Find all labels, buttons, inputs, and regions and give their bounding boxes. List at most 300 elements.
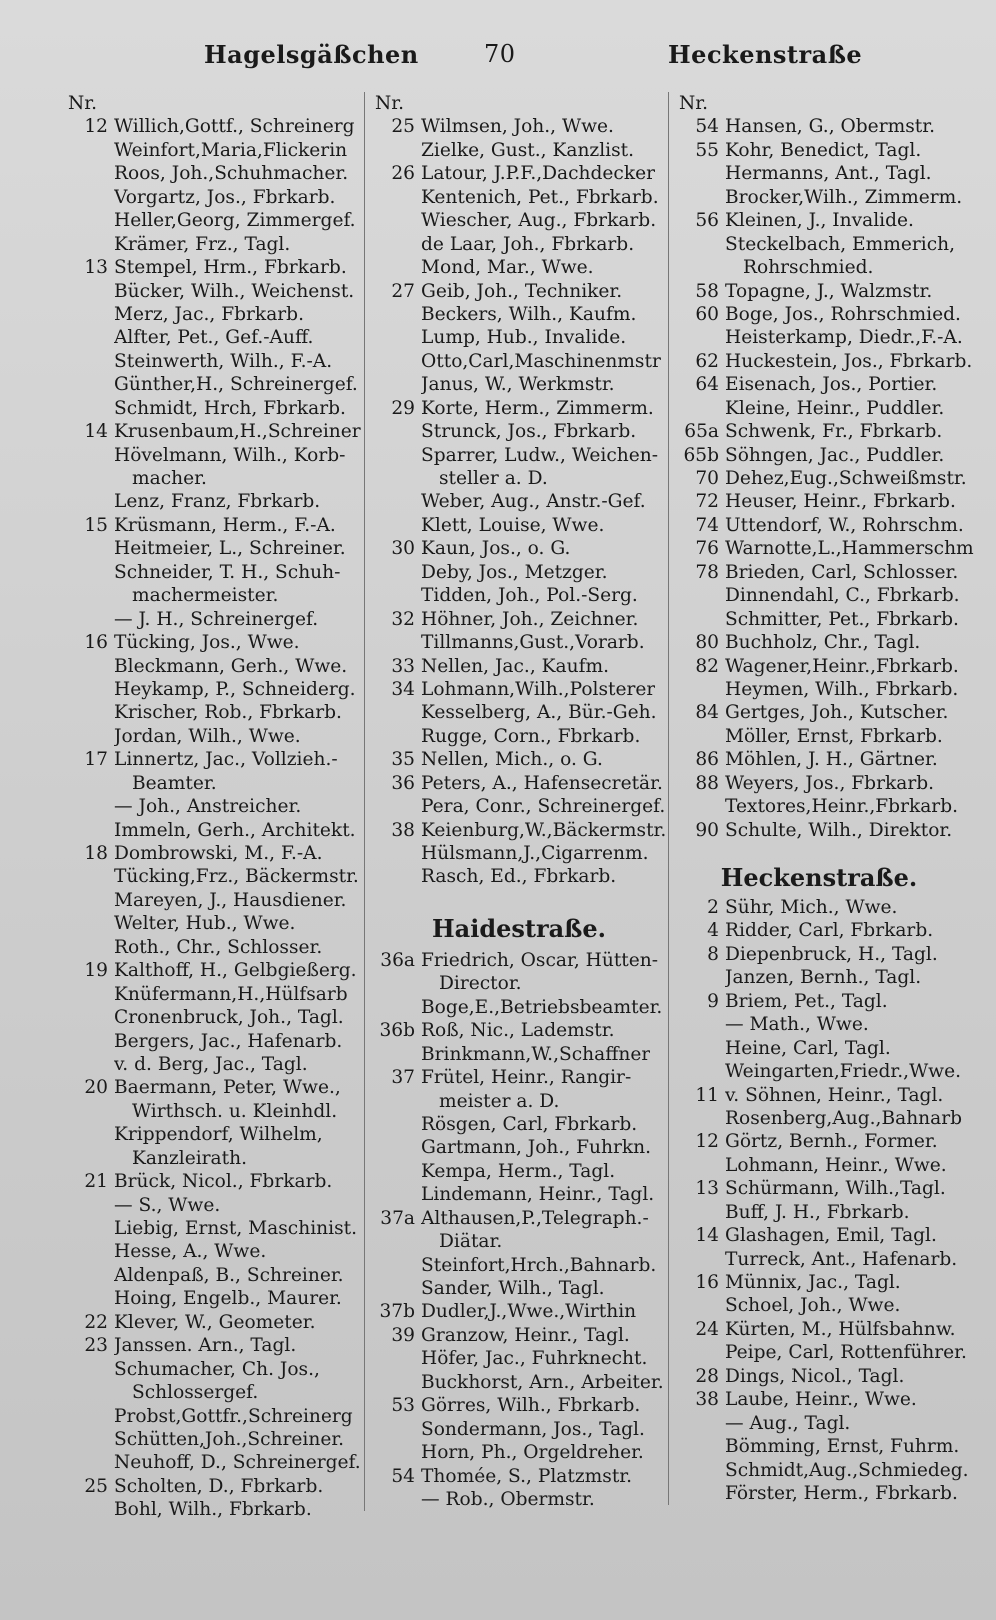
- directory-entry: [673, 420, 965, 443]
- directory-entry: [369, 631, 669, 654]
- resident-text: Krüsmann, Herm., F.-A.: [114, 514, 336, 536]
- house-number: [369, 1371, 421, 1394]
- house-number: 37: [391, 1067, 415, 1089]
- directory-entry: [369, 233, 669, 256]
- resident-text: v. Söhnen, Heinr., Tagl.: [725, 1084, 944, 1106]
- resident-text: Brocker,Wilh., Zimmerm.: [725, 186, 963, 208]
- resident-text: Weingarten,Friedr.,Wwe.: [725, 1061, 962, 1083]
- directory-entry: [673, 1013, 965, 1036]
- resident-text: Krippendorf, Wilhelm,: [114, 1124, 323, 1146]
- resident-text: Sparrer, Ludw., Weichen-: [421, 444, 659, 466]
- resident-text: Höfer, Jac., Fuhrknecht.: [421, 1348, 648, 1370]
- house-number: [673, 1037, 725, 1060]
- house-number: [673, 1013, 725, 1036]
- resident-text: Textores,Heinr.,Fbrkarb.: [725, 796, 959, 818]
- resident-text: Heykamp, P., Schneiderg.: [114, 678, 356, 700]
- resident-text: Diätar.: [439, 1231, 503, 1253]
- directory-entry: [369, 1254, 669, 1277]
- directory-entry: [673, 514, 965, 537]
- house-number: 14: [695, 1225, 719, 1247]
- resident-text: Horn, Ph., Orgeldreher.: [421, 1442, 644, 1464]
- resident-text: Janus, W., Werkmstr.: [421, 374, 615, 396]
- directory-entry: [62, 608, 354, 631]
- directory-entry: [62, 983, 354, 1006]
- house-number: 26: [391, 163, 415, 185]
- resident-text: Krischer, Rob., Fbrkarb.: [114, 702, 342, 724]
- house-number: 88: [695, 772, 719, 794]
- house-number: [369, 795, 421, 818]
- house-number: [62, 725, 114, 748]
- resident-text: Keienburg,W.,Bäckermstr.: [421, 819, 667, 841]
- house-number: [673, 966, 725, 989]
- directory-entry: [369, 1207, 669, 1230]
- house-number: [369, 256, 421, 279]
- directory-entry: [369, 561, 669, 584]
- resident-text: Gartmann, Joh., Fuhrkn.: [421, 1137, 652, 1159]
- resident-text: Nellen, Mich., o. G.: [421, 749, 603, 771]
- house-number: 25: [84, 1475, 108, 1497]
- house-number: [62, 701, 114, 724]
- resident-text: Hansen, G., Obermstr.: [725, 116, 935, 138]
- directory-entry: [62, 326, 354, 349]
- resident-text: Huckestein, Jos., Fbrkarb.: [725, 350, 973, 372]
- directory-entry: [62, 1076, 354, 1099]
- directory-entry: [369, 139, 669, 162]
- house-number: [369, 1254, 421, 1277]
- house-number: [62, 1287, 114, 1310]
- resident-text: Kanzleirath.: [132, 1147, 247, 1169]
- resident-text: Merz, Jac., Fbrkarb.: [114, 303, 304, 325]
- directory-entry: [62, 397, 354, 420]
- house-number: [369, 1418, 421, 1441]
- resident-text: Brück, Nicol., Fbrkarb.: [114, 1171, 333, 1193]
- house-number: [369, 584, 421, 607]
- resident-text: Beamter.: [132, 772, 217, 794]
- resident-text: Deby, Jos., Metzger.: [421, 561, 608, 583]
- house-number: 28: [695, 1365, 719, 1387]
- house-number: [369, 303, 421, 326]
- resident-text: Peters, A., Hafensecretär.: [421, 772, 663, 794]
- resident-text: Heymen, Wilh., Fbrkarb.: [725, 678, 959, 700]
- directory-entry: [673, 795, 965, 818]
- house-number: 35: [391, 749, 415, 771]
- house-number: 19: [84, 960, 108, 982]
- resident-text: Tücking,Frz., Bäckermstr.: [114, 866, 359, 888]
- resident-text: Diepenbruck, H., Tagl.: [725, 943, 938, 965]
- resident-text: Frütel, Heinr., Rangir-: [421, 1067, 632, 1089]
- house-number: 18: [84, 843, 108, 864]
- resident-text: — J. H., Schreinergef.: [114, 608, 319, 630]
- resident-text: Dehez,Eug.,Schweißmstr.: [725, 468, 967, 489]
- house-number: [62, 397, 114, 420]
- directory-entry: [673, 990, 965, 1013]
- directory-entry: [369, 972, 669, 995]
- directory-entry: [62, 1311, 354, 1334]
- resident-text: Dudler,J.,Wwe.,Wirthin: [421, 1301, 637, 1323]
- directory-entry: [673, 819, 965, 842]
- house-number: [369, 972, 421, 995]
- directory-entry: [62, 1498, 354, 1521]
- house-number: [369, 1441, 421, 1464]
- directory-entry: [62, 1358, 354, 1381]
- resident-text: Schulte, Wilh., Direktor.: [725, 819, 953, 841]
- house-number: [62, 865, 114, 888]
- house-number: [673, 725, 725, 748]
- house-number: 16: [695, 1272, 719, 1293]
- resident-text: Geib, Joh., Techniker.: [421, 280, 623, 302]
- directory-entry: [62, 772, 354, 795]
- house-number: [369, 865, 421, 888]
- directory-entry: [62, 819, 354, 842]
- directory-entry: [673, 1271, 965, 1294]
- resident-text: — S., Wwe.: [114, 1194, 221, 1216]
- directory-entry: [369, 1090, 669, 1113]
- resident-text: Möller, Ernst, Fbrkarb.: [725, 725, 943, 747]
- nr-column-label: Nr.: [679, 93, 709, 114]
- directory-entry: [62, 256, 354, 279]
- resident-text: Beckers, Wilh., Kaufm.: [421, 303, 637, 325]
- resident-text: Vorgartz, Jos., Fbrkarb.: [114, 186, 336, 208]
- house-number: [62, 608, 114, 631]
- house-number: [673, 1459, 725, 1482]
- directory-entry: [673, 1130, 965, 1153]
- house-number: [62, 326, 114, 349]
- house-number: 54: [695, 116, 719, 138]
- resident-text: Rosenberg,Aug.,Bahnarb: [725, 1107, 963, 1129]
- directory-entry: [673, 326, 965, 349]
- house-number: 65a: [684, 421, 719, 443]
- house-number: 84: [695, 702, 719, 724]
- house-number: 30: [391, 538, 415, 560]
- directory-entry: [62, 115, 354, 138]
- house-number: [62, 1498, 114, 1521]
- directory-entry: [369, 1300, 669, 1323]
- directory-entry: [369, 1465, 669, 1488]
- house-number: [62, 889, 114, 912]
- resident-text: Stempel, Hrm., Fbrkarb.: [114, 257, 347, 279]
- house-number: [673, 1154, 725, 1177]
- directory-entry: [673, 1294, 965, 1317]
- directory-entry: [369, 537, 669, 560]
- directory-entry: [62, 350, 354, 373]
- directory-entry: [673, 444, 965, 467]
- resident-text: Schumacher, Ch. Jos.,: [114, 1358, 320, 1380]
- resident-text: macher.: [132, 468, 207, 489]
- house-number: 78: [695, 561, 719, 583]
- directory-entry: [673, 896, 965, 919]
- house-number: [369, 1488, 421, 1511]
- house-number: [62, 1194, 114, 1217]
- house-number: 33: [391, 655, 415, 677]
- house-number: 2: [707, 897, 719, 918]
- house-number: [673, 678, 725, 701]
- house-number: 82: [695, 655, 719, 677]
- directory-entry: [62, 1006, 354, 1029]
- resident-text: Lump, Hub., Invalide.: [421, 327, 627, 349]
- resident-text: Pera, Conr., Schreinergef.: [421, 796, 666, 818]
- directory-entry: [369, 490, 669, 513]
- directory-entry: [369, 373, 669, 396]
- resident-text: Brieden, Carl, Schlosser.: [725, 561, 959, 583]
- house-number: [62, 139, 114, 162]
- house-number: 14: [84, 421, 108, 443]
- resident-text: Ridder, Carl, Fbrkarb.: [725, 920, 934, 942]
- directory-entry: [673, 139, 965, 162]
- directory-entry: [369, 280, 669, 303]
- directory-entry: [62, 631, 354, 654]
- house-number: [62, 1240, 114, 1263]
- house-number: 37a: [380, 1207, 415, 1229]
- house-number: [369, 631, 421, 654]
- directory-entry: [369, 819, 669, 842]
- directory-entry: [673, 608, 965, 631]
- house-number: [369, 842, 421, 865]
- directory-entry: [673, 1107, 965, 1130]
- house-number: [62, 561, 114, 584]
- resident-text: Strunck, Jos., Fbrkarb.: [421, 421, 637, 443]
- resident-text: Steckelbach, Emmerich,: [725, 233, 956, 255]
- resident-text: Schmitter, Pet., Fbrkarb.: [725, 608, 959, 630]
- resident-text: Thomée, S., Platzmstr.: [421, 1465, 633, 1487]
- resident-text: Welter, Hub., Wwe.: [114, 913, 296, 935]
- resident-text: Neuhoff, D., Schreinergef.: [114, 1452, 361, 1474]
- house-number: [369, 725, 421, 748]
- house-number: [62, 1381, 114, 1404]
- directory-entry: [62, 1381, 354, 1404]
- house-number: 58: [695, 280, 719, 302]
- directory-entry: [673, 115, 965, 138]
- directory-entry: [369, 795, 669, 818]
- resident-text: Janzen, Bernh., Tagl.: [725, 967, 922, 989]
- house-number: [62, 303, 114, 326]
- house-number: [673, 326, 725, 349]
- resident-text: Boge,E.,Betriebsbeamter.: [421, 996, 663, 1018]
- directory-entry: [673, 1388, 965, 1411]
- resident-text: Schürmann, Wilh.,Tagl.: [725, 1178, 946, 1200]
- resident-text: Weyers, Jos., Fbrkarb.: [725, 772, 935, 794]
- directory-entry: [673, 1154, 965, 1177]
- house-number: [673, 1248, 725, 1271]
- directory-entry: [62, 889, 354, 912]
- directory-entry: [62, 280, 354, 303]
- directory-entry: [673, 1459, 969, 1482]
- resident-text: Kürten, M., Hülfsbahnw.: [725, 1318, 956, 1340]
- house-number: [62, 350, 114, 373]
- directory-entry: [369, 584, 669, 607]
- resident-text: Steinwerth, Wilh., F.-A.: [114, 350, 333, 372]
- house-number: 16: [84, 632, 108, 654]
- directory-entry: [62, 1287, 354, 1310]
- resident-text: Heitmeier, L., Schreiner.: [114, 538, 346, 560]
- house-number: 60: [695, 303, 719, 325]
- house-number: 9: [707, 990, 719, 1012]
- resident-text: Lindemann, Heinr., Tagl.: [421, 1184, 655, 1206]
- directory-entry: [62, 537, 354, 560]
- resident-text: Tücking, Jos., Wwe.: [114, 632, 300, 654]
- house-number: 24: [695, 1318, 719, 1340]
- directory-entry: [62, 748, 354, 771]
- directory-entry: [673, 303, 965, 326]
- directory-entry: [62, 514, 354, 537]
- resident-text: Sondermann, Jos., Tagl.: [421, 1418, 645, 1440]
- house-number: [369, 1277, 421, 1300]
- directory-entry: [62, 1147, 354, 1170]
- resident-text: Möhlen, J. H., Gärtner.: [725, 749, 938, 771]
- directory-entry: [673, 943, 965, 966]
- resident-text: Wiescher, Aug., Fbrkarb.: [421, 210, 657, 232]
- house-number: 53: [391, 1395, 415, 1417]
- directory-entry: [673, 1341, 965, 1364]
- resident-text: Nellen, Jac., Kaufm.: [421, 655, 610, 677]
- resident-text: steller a. D.: [439, 468, 548, 489]
- house-number: [62, 1147, 114, 1170]
- resident-text: Bömming, Ernst, Fuhrm.: [725, 1436, 960, 1458]
- resident-text: Lohmann,Wilh.,Polsterer: [421, 678, 656, 700]
- house-number: [62, 280, 114, 303]
- resident-text: — Joh., Anstreicher.: [114, 796, 302, 818]
- house-number: [673, 1294, 725, 1317]
- directory-entry: [369, 1371, 669, 1394]
- directory-entry: [62, 795, 354, 818]
- header-right-street: Heckenstraße: [668, 40, 863, 69]
- directory-entry: [369, 701, 669, 724]
- house-number: 11: [695, 1084, 719, 1106]
- directory-entry: [62, 959, 357, 982]
- directory-entry: [673, 467, 965, 490]
- house-number: 36: [391, 772, 415, 794]
- house-number: 12: [695, 1131, 719, 1153]
- directory-entry: [62, 912, 354, 935]
- directory-entry: [62, 936, 354, 959]
- resident-text: Hövelmann, Wilh., Korb-: [114, 444, 346, 466]
- directory-entry: [62, 1100, 354, 1123]
- resident-text: Althausen,P.,Telegraph.-: [421, 1207, 649, 1229]
- directory-entry: [62, 373, 358, 396]
- directory-entry: [673, 1224, 965, 1247]
- directory-entry: [62, 1405, 354, 1428]
- resident-text: Weinfort,Maria,Flickerin: [114, 139, 348, 161]
- house-number: [62, 655, 114, 678]
- resident-text: — Rob., Obermstr.: [421, 1488, 595, 1510]
- house-number: [62, 444, 114, 467]
- resident-text: Wilmsen, Joh., Wwe.: [421, 116, 614, 138]
- house-number: [62, 209, 114, 232]
- house-number: 55: [695, 139, 719, 161]
- house-number: 80: [695, 632, 719, 654]
- resident-text: Knüfermann,H.,Hülfsarb: [114, 983, 348, 1005]
- resident-text: Tidden, Joh., Pol.-Serg.: [421, 585, 638, 607]
- house-number: [62, 936, 114, 959]
- house-number: [369, 373, 421, 396]
- directory-entry: [369, 748, 669, 771]
- directory-entry: [62, 1334, 354, 1357]
- street-heading: Heckenstraße.: [720, 863, 918, 892]
- resident-text: Schoel, Joh., Wwe.: [725, 1295, 901, 1317]
- directory-entry: [673, 162, 965, 185]
- house-number: [369, 996, 421, 1019]
- house-number: 25: [391, 116, 415, 138]
- directory-entry: [369, 1019, 669, 1042]
- resident-text: Wagener,Heinr.,Fbrkarb.: [725, 655, 959, 677]
- directory-entry: [369, 678, 669, 701]
- house-number: 37b: [379, 1301, 415, 1323]
- house-number: [62, 584, 114, 607]
- house-number: [369, 701, 421, 724]
- resident-text: Münnix, Jac., Tagl.: [725, 1272, 901, 1293]
- resident-text: Rösgen, Carl, Fbrkarb.: [421, 1113, 638, 1135]
- house-number: [673, 162, 725, 185]
- house-number: [369, 1183, 421, 1206]
- resident-text: — Aug., Tagl.: [725, 1412, 851, 1434]
- resident-text: Hermanns, Ant., Tagl.: [725, 163, 932, 185]
- directory-entry: [369, 1113, 669, 1136]
- house-number: [673, 1341, 725, 1364]
- house-number: [62, 1405, 114, 1428]
- directory-entry: [62, 1030, 354, 1053]
- directory-entry: [62, 420, 361, 443]
- nr-column-label: Nr.: [375, 93, 405, 114]
- house-number: [369, 1160, 421, 1183]
- resident-text: Zielke, Gust., Kanzlist.: [421, 139, 635, 161]
- house-number: [369, 1113, 421, 1136]
- house-number: [673, 1060, 725, 1083]
- house-number: [62, 1100, 114, 1123]
- house-number: 17: [84, 749, 108, 771]
- house-number: [369, 444, 421, 467]
- directory-entry: [369, 467, 669, 490]
- resident-text: Probst,Gottfr.,Schreinerg: [114, 1405, 353, 1427]
- resident-text: Weber, Aug., Anstr.-Gef.: [421, 491, 646, 513]
- house-number: 4: [707, 920, 719, 942]
- house-number: 13: [695, 1178, 719, 1200]
- directory-entry: [369, 1277, 669, 1300]
- directory-entry: [369, 256, 669, 279]
- house-number: [673, 233, 725, 256]
- directory-entry: [62, 678, 354, 701]
- house-number: 29: [391, 397, 415, 419]
- resident-text: Immeln, Gerh., Architekt.: [114, 819, 356, 841]
- resident-text: Linnertz, Jac., Vollzieh.-: [114, 749, 338, 771]
- house-number: [369, 1347, 421, 1370]
- directory-entry: [62, 490, 354, 513]
- house-number: [369, 467, 421, 490]
- directory-entry: [369, 420, 669, 443]
- house-number: 62: [695, 350, 719, 372]
- resident-text: Willich,Gottf., Schreinerg: [114, 116, 355, 138]
- directory-entry: [62, 162, 354, 185]
- house-number: [62, 1428, 114, 1451]
- house-number: 38: [391, 819, 415, 841]
- house-number: 39: [391, 1324, 415, 1346]
- house-number: [62, 983, 114, 1006]
- directory-entry: [62, 842, 354, 865]
- house-number: 74: [695, 514, 719, 536]
- house-number: 8: [707, 943, 719, 965]
- directory-entry: [62, 1240, 354, 1263]
- house-number: [62, 772, 114, 795]
- house-number: 20: [84, 1077, 108, 1099]
- directory-entry: [62, 1264, 354, 1287]
- directory-entry: [62, 1217, 357, 1240]
- directory-entry: [369, 186, 669, 209]
- directory-entry: [673, 655, 965, 678]
- directory-entry: [369, 303, 669, 326]
- directory-entry: [62, 561, 354, 584]
- resident-text: meister a. D.: [439, 1090, 560, 1112]
- resident-text: Cronenbruck, Joh., Tagl.: [114, 1007, 344, 1029]
- directory-entry: [62, 1194, 354, 1217]
- directory-entry: [673, 350, 973, 373]
